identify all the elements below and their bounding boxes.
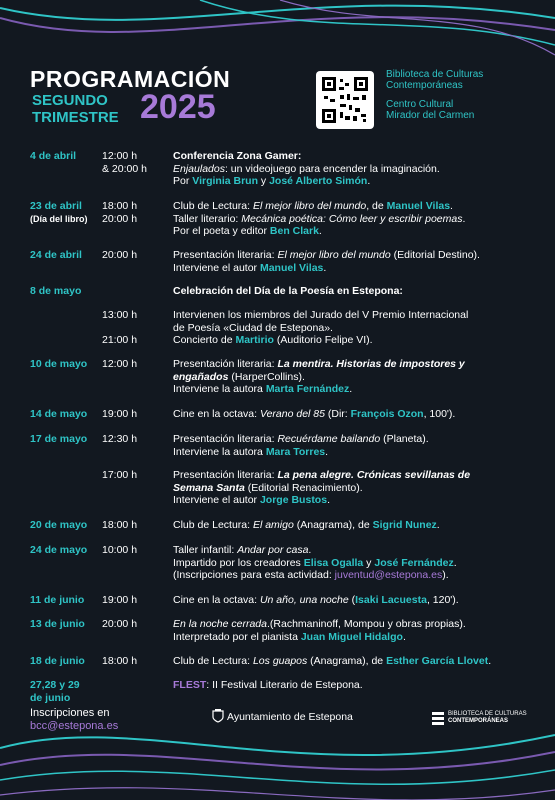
ayuntamiento-logo	[212, 709, 353, 723]
year: 2025	[140, 88, 216, 126]
event-date: 18 de junio	[30, 655, 85, 667]
event-description: Conferencia Zona Gamer: Enjaulados: un videojuego para encender la imaginación. Por Virginia Brun y José Alberto Simón.	[173, 150, 440, 187]
qr-code-icon	[322, 77, 368, 123]
ayuntamiento-name: Ayuntamiento de Estepona	[227, 711, 353, 723]
event-row	[30, 309, 530, 358]
event-time: 17:00 h	[102, 469, 138, 481]
event-description: Celebración del Día de la Poesía en Estepona:	[173, 285, 403, 297]
library-name-2: Contemporáneas	[386, 80, 463, 91]
event-row	[30, 433, 530, 469]
event-description: Presentación literaria: La mentira. Historias de impostores y engañados (HarperCollins). Interviene la autora Marta Fernández.	[173, 358, 465, 395]
event-description: Presentación literaria: La pena alegre. Crónicas sevillanas de Semana Santa (Editorial Renacimiento). Interviene el autor Jorge Bustos.	[173, 469, 471, 506]
event-description: Cine en la octava: Verano del 85 (Dir: François Ozon, 100').	[173, 408, 456, 420]
inscriptions-email[interactable]: bcc@estepona.es	[30, 720, 119, 732]
event-time: 19:00 h	[102, 594, 138, 606]
event-time: 12:00 h & 20:00 h	[102, 150, 147, 175]
event-row	[30, 200, 530, 249]
event-description: FLEST: II Festival Literario de Estepona.	[173, 679, 363, 691]
library-logo	[448, 711, 527, 725]
inscriptions	[30, 707, 118, 733]
event-row	[30, 618, 530, 655]
event-row	[30, 469, 530, 519]
library-logo-line1: BIBLIOTECA DE CULTURAS	[448, 711, 527, 717]
library-info	[386, 69, 483, 121]
event-row	[30, 358, 530, 408]
event-description: Club de Lectura: El mejor libro del mundo, de Manuel Vilas. Taller literario: Mecánica poética: Cómo leer y escribir poemas. Por el poeta y editor Ben Clark.	[173, 200, 466, 237]
event-date: 10 de mayo	[30, 358, 88, 370]
event-row	[30, 679, 530, 707]
program-list	[30, 150, 530, 707]
event-row	[30, 408, 530, 433]
event-time: 18:00 h	[102, 655, 138, 667]
event-description: Cine en la octava: Un año, una noche (Isaki Lacuesta, 120').	[173, 594, 459, 606]
event-time: 18:00 h	[102, 519, 138, 531]
event-time: 13:00 h 21:00 h	[102, 309, 138, 346]
crest-icon	[212, 709, 224, 723]
event-date: 8 de mayo	[30, 285, 82, 297]
event-description: Taller infantil: Andar por casa. Impartido por los creadores Elisa Ogalla y José Fernández. (Inscripciones para esta actividad: juventud@estepona.es).	[173, 544, 457, 581]
event-row	[30, 655, 530, 679]
event-date: 20 de mayo	[30, 519, 88, 531]
book-stack-icon	[432, 711, 444, 725]
event-description: Presentación literaria: El mejor libro del mundo (Editorial Destino). Interviene el autor Manuel Vilas.	[173, 249, 480, 274]
event-time: 18:00 h 20:00 h	[102, 200, 138, 225]
inscriptions-label: Inscripciones en	[30, 707, 110, 719]
event-date: 13 de junio	[30, 618, 85, 630]
qr-code[interactable]	[316, 71, 374, 129]
event-description: Presentación literaria: Recuérdame bailando (Planeta). Interviene la autora Mara Torres.	[173, 433, 429, 458]
email-link[interactable]: juventud@estepona.es	[334, 569, 443, 581]
subtitle-line1: SEGUNDO	[32, 92, 108, 109]
event-time: 20:00 h	[102, 618, 138, 630]
event-time: 19:00 h	[102, 408, 138, 420]
center-name-2: Mirador del Carmen	[386, 110, 475, 121]
event-description: Intervienen los miembros del Jurado del V Premio Internacional de Poesía «Ciudad de Estepona». Concierto de Martirio (Auditorio Felipe VI).	[173, 309, 469, 346]
event-date: 4 de abril	[30, 150, 77, 162]
event-description: Club de Lectura: El amigo (Anagrama), de Sigrid Nunez.	[173, 519, 440, 531]
event-row	[30, 544, 530, 594]
event-time: 20:00 h	[102, 249, 138, 261]
event-time: 12:00 h	[102, 358, 138, 370]
event-date: 17 de mayo	[30, 433, 88, 445]
footer	[30, 707, 530, 737]
event-description: En la noche cerrada.(Rachmaninoff, Mompou y obras propias). Interpretado por el pianista Juan Miguel Hidalgo.	[173, 618, 466, 643]
event-date: 27,28 y 29 de junio	[30, 679, 80, 704]
event-row	[30, 285, 530, 309]
event-date: 23 de abril (Día del libro)	[30, 200, 88, 224]
event-time: 12:30 h	[102, 433, 138, 445]
event-date: 24 de mayo	[30, 544, 88, 556]
header	[30, 66, 530, 136]
event-date: 14 de mayo	[30, 408, 88, 420]
center-name-1: Centro Cultural	[386, 99, 454, 110]
library-logo-line2: CONTEMPORÁNEAS	[448, 718, 509, 724]
event-date: 11 de junio	[30, 594, 85, 606]
subtitle-line2: TRIMESTRE	[32, 109, 119, 126]
event-row	[30, 249, 530, 285]
library-name-1: Biblioteca de Culturas	[386, 69, 484, 80]
event-row	[30, 150, 530, 200]
event-time: 10:00 h	[102, 544, 138, 556]
event-description: Club de Lectura: Los guapos (Anagrama), de Esther García Llovet.	[173, 655, 492, 667]
event-row	[30, 594, 530, 618]
event-row	[30, 519, 530, 544]
page-title: PROGRAMACIÓN	[30, 66, 231, 92]
event-date: 24 de abril	[30, 249, 82, 261]
